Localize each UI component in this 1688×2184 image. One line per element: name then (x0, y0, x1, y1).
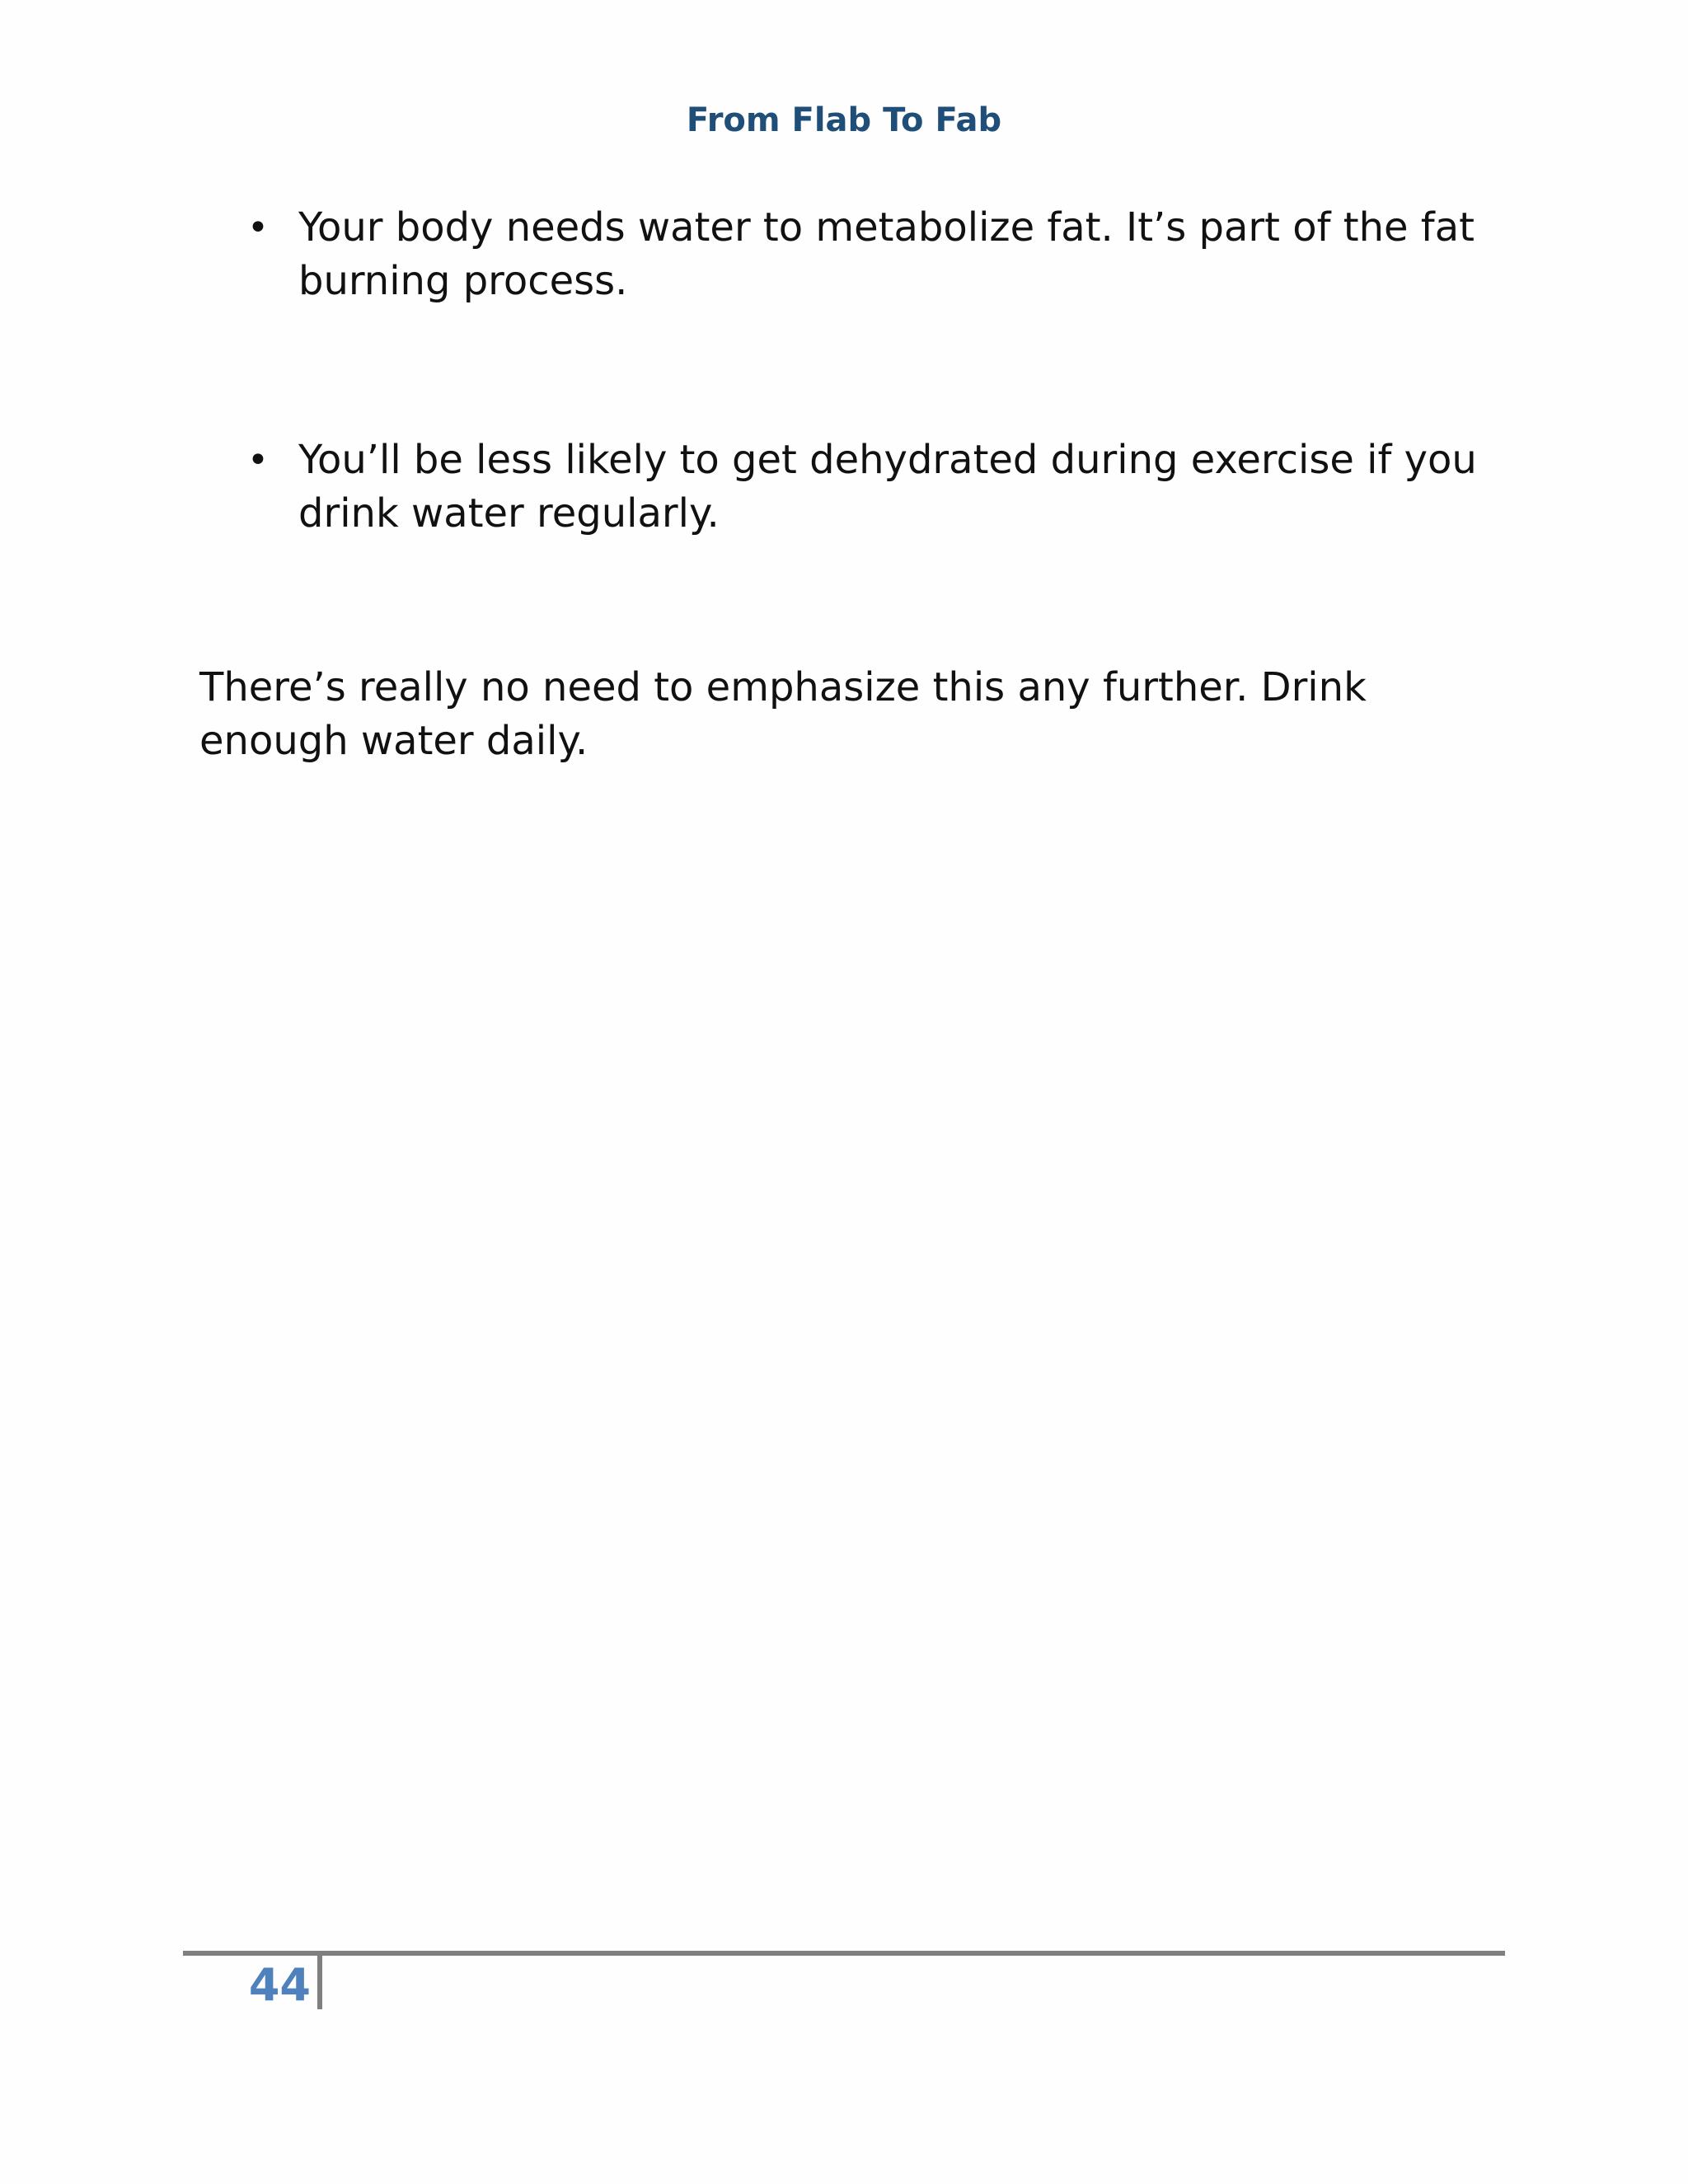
running-header: From Flab To Fab (686, 101, 1002, 139)
footer-rule (183, 1951, 1505, 1956)
bullet-item (247, 201, 1485, 308)
bullet-icon: • (247, 439, 269, 481)
bullet-icon: • (247, 207, 269, 249)
body-paragraph: There’s really no need to emphasize this any further. Drink enough water daily. (199, 664, 1367, 764)
bullet-text: Your body needs water to metabolize fat. It’s part of the fat burning process. (298, 204, 1475, 304)
bullet-text: You’ll be less likely to get dehydrated during exercise if you drink water regularly. (298, 437, 1477, 537)
page-number: 44 (248, 1959, 311, 2011)
footer-divider (317, 1955, 322, 2009)
bullet-item (247, 434, 1485, 541)
